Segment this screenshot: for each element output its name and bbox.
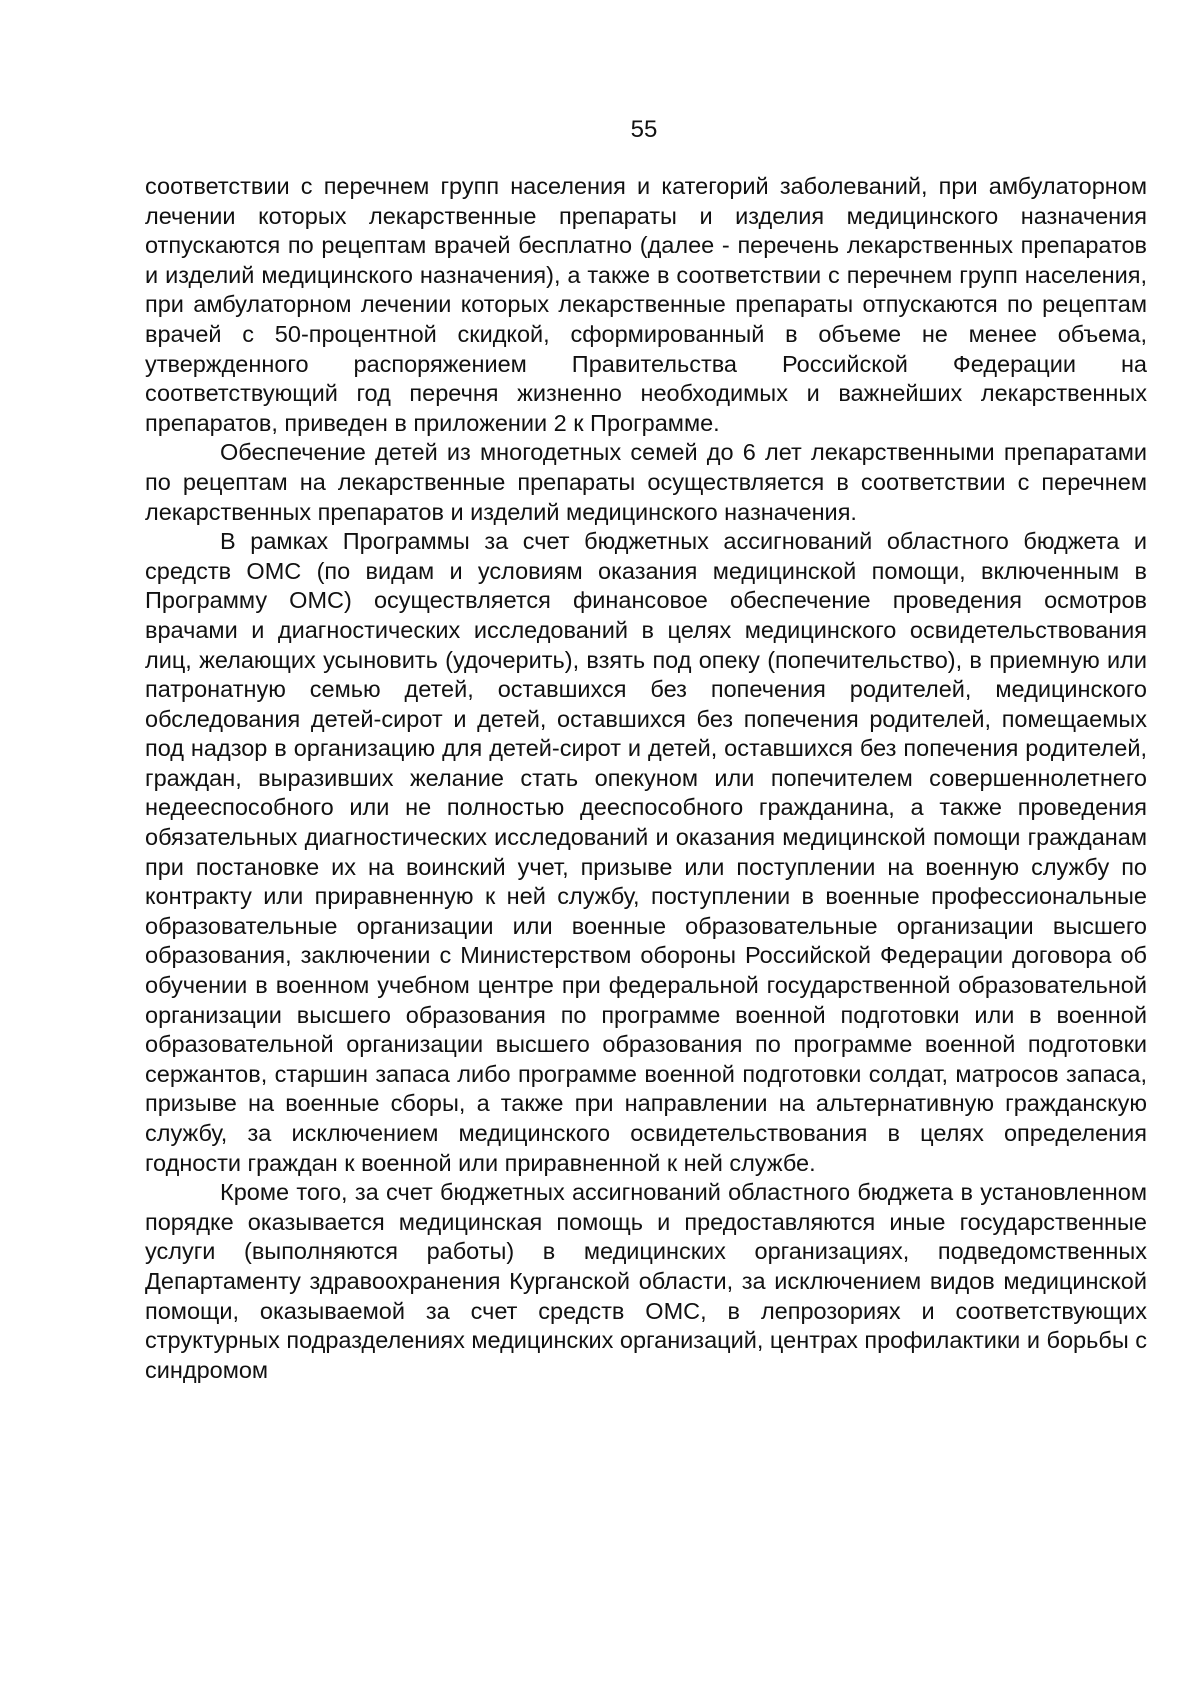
paragraph-continuation: соответствии с перечнем групп населения и категорий заболеваний, при амбулаторном лечении которых лекарственные препараты и изделия медицинского назначения отпускаются по рецептам врачей бесплатно (далее - перечень лекарственных препаратов и изделий медицинского назначения), а также в соответствии с перечнем групп населения, при амбулаторном лечении которых лекарственные препараты отпускаются по рецептам врачей с 50-процентной скидкой, сформированный в объеме не менее объема, утвержденного распоряжением Правительства Российской Федерации на соответствующий год перечня жизненно необходимых и важнейших лекарственных препаратов, приведен в приложении 2 к Программе. bbox=[145, 173, 1147, 436]
paragraph-program-financing: В рамках Программы за счет бюджетных ассигнований областного бюджета и средств ОМС (по видам и условиям оказания медицинской помощи, включенным в Программу ОМС) осуществляется финансовое обеспечение проведения осмотров врачами и диагностических исследований в целях медицинского освидетельствования лиц, желающих усыновить (удочерить), взять под опеку (попечительство), в приемную или патронатную семью детей, оставшихся без попечения родителей, медицинского обследования детей-сирот и детей, оставшихся без попечения родителей, помещаемых под надзор в организацию для детей-сирот и детей, оставшихся без попечения родителей, граждан, выразивших желание стать опекуном или попечителем совершеннолетнего недееспособного или не полностью дееспособного гражданина, а также проведения обязательных диагностических исследований и оказания медицинской помощи гражданам при постановке их на воинский учет, призыве или поступлении на военную службу по контракту или приравненную к ней службу, поступлении в военные профессиональные образовательные организации или военные образовательные организации высшего образования, заключении с Министерством обороны Российской Федерации договора об обучении в военном учебном центре при федеральной государственной образовательной организации высшего образования по программе военной подготовки или в военной образовательной организации высшего образования по программе военной подготовки сержантов, старшин запаса либо программе военной подготовки солдат, матросов запаса, призыве на военные сборы, а также при направлении на альтернативную гражданскую службу, за исключением медицинского освидетельствования в целях определения годности граждан к военной или приравненной к ней службе. bbox=[145, 528, 1147, 1176]
paragraph-children-provision: Обеспечение детей из многодетных семей до 6 лет лекарственными препаратами по рецептам на лекарственные препараты осуществляется в соответствии с перечнем лекарственных препаратов и изделий медицинского назначения. bbox=[145, 439, 1147, 525]
page-number: 55 bbox=[630, 116, 658, 143]
paragraph-regional-budget: Кроме того, за счет бюджетных ассигнований областного бюджета в установленном порядке оказывается медицинская помощь и предоставляются иные государственные услуги (выполняются работы) в медицинских организациях, подведомственных Департаменту здравоохранения Курганской области, за исключением видов медицинской помощи, оказываемой за счет средств ОМС, в лепрозориях и соответствующих структурных подразделениях медицинских организаций, центрах профилактики и борьбы с синдромом bbox=[145, 1179, 1147, 1383]
body-text bbox=[145, 172, 1147, 1385]
